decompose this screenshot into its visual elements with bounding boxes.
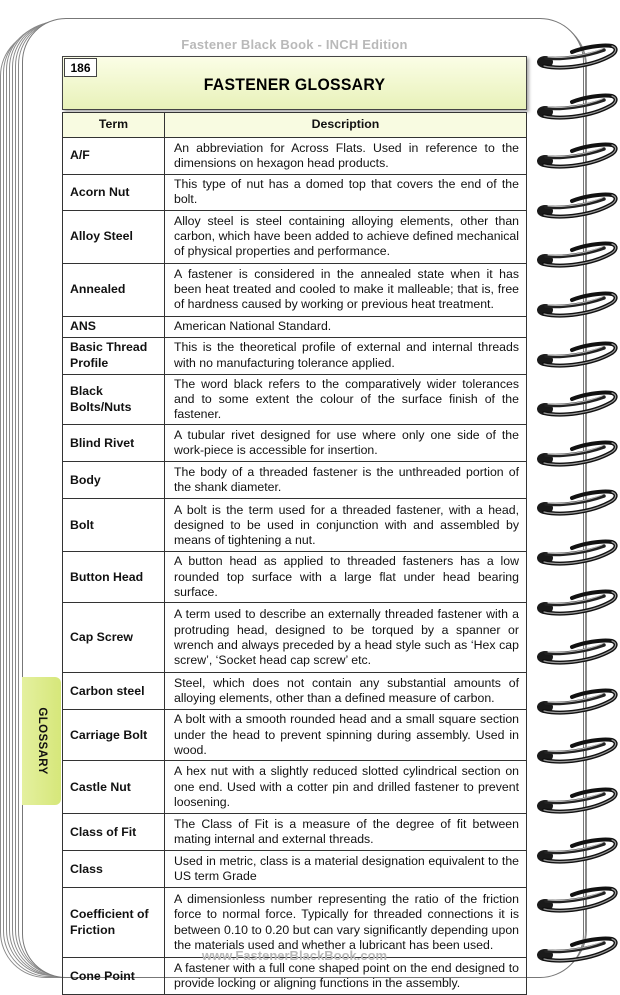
description-cell: This is the theoretical profile of external and internal threads with no manufacturing tolerance applied.: [165, 337, 527, 374]
term-cell: Carbon steel: [63, 673, 165, 710]
term-cell: Body: [63, 462, 165, 499]
description-cell: A bolt is the term used for a threaded fastener, with a head, designed to be used in conjunction with and assembled by means of tightening a nut.: [165, 499, 527, 552]
description-cell: A fastener with a full cone shaped point on the end designed to provide locking or aligning functions in the assembly.: [165, 958, 527, 995]
table-row: [63, 425, 527, 462]
term-cell: Carriage Bolt: [63, 710, 165, 761]
term-cell: Coefficient of Friction: [63, 888, 165, 958]
term-cell: Button Head: [63, 552, 165, 603]
term-cell: ANS: [63, 316, 165, 337]
term-cell: Black Bolts/Nuts: [63, 374, 165, 425]
column-header-description: Description: [165, 113, 527, 138]
table-row: [63, 761, 527, 814]
term-cell: Class: [63, 851, 165, 888]
footer-url: www.FastenerBlackBook.com: [201, 948, 388, 963]
description-cell: The body of a threaded fastener is the unthreaded portion of the shank diameter.: [165, 462, 527, 499]
page-number: 186: [64, 58, 97, 77]
column-header-term: Term: [63, 113, 165, 138]
table-header-row: [63, 113, 527, 138]
table-row: [63, 814, 527, 851]
term-cell: Class of Fit: [63, 814, 165, 851]
table-row: [63, 210, 527, 263]
description-cell: American National Standard.: [165, 316, 527, 337]
table-row: [63, 958, 527, 995]
glossary-banner: [62, 56, 527, 110]
table-row: [63, 175, 527, 211]
spiral-coil: [532, 391, 620, 421]
spiral-coil: [532, 44, 620, 74]
description-cell: A button head as applied to threaded fasteners has a low rounded top surface with a large flat under head bearing surface.: [165, 552, 527, 603]
table-row: [63, 710, 527, 761]
side-tab-label: GLOSSARY: [35, 707, 48, 775]
description-cell: Alloy steel is steel containing alloying elements, other than carbon, which have been added to achieve defined mechanical of physical properties and performance.: [165, 210, 527, 263]
description-cell: This type of nut has a domed top that covers the end of the bolt.: [165, 175, 527, 211]
spiral-coil: [532, 887, 620, 917]
description-cell: A dimensionless number representing the ratio of the friction force to normal force. Typically for threaded connections it is between 0.10 to 0.20 but can vary significantly depending upon the materials used and whether a lubricant has been used.: [165, 888, 527, 958]
spiral-coil: [532, 490, 620, 520]
spiral-coil: [532, 738, 620, 768]
term-cell: Blind Rivet: [63, 425, 165, 462]
table-row: [63, 673, 527, 710]
table-row: [63, 552, 527, 603]
description-cell: Used in metric, class is a material designation equivalent to the US term Grade: [165, 851, 527, 888]
term-cell: Bolt: [63, 499, 165, 552]
table-row: [63, 462, 527, 499]
table-row: [63, 851, 527, 888]
spiral-coil: [532, 788, 620, 818]
description-cell: The word black refers to the comparatively wider tolerances and to some extent the colour of the surface finish of the fastener.: [165, 374, 527, 425]
description-cell: A term used to describe an externally threaded fastener with a protruding head, designed to be torqued by a spanner or wrench and always preceded by a head style such as ‘Hex cap screw’, ‘Socket head cap screw’ etc.: [165, 603, 527, 673]
spiral-coil: [532, 540, 620, 570]
spiral-coil: [532, 639, 620, 669]
spiral-coil: [532, 94, 620, 124]
spiral-coil: [532, 242, 620, 272]
term-cell: Cap Screw: [63, 603, 165, 673]
glossary-table: [62, 112, 527, 995]
term-cell: Alloy Steel: [63, 210, 165, 263]
spiral-coil: [532, 342, 620, 372]
description-cell: Steel, which does not contain any substantial amounts of alloying elements, other than a defined measure of carbon.: [165, 673, 527, 710]
header-edition: Fastener Black Book - INCH Edition: [181, 37, 408, 52]
description-cell: A fastener is considered in the annealed state when it has been heat treated and cooled to make it malleable; that is, free of hardness caused by working or previous heat treatment.: [165, 263, 527, 316]
spiral-coil: [532, 937, 620, 967]
description-cell: A tubular rivet designed for use where only one side of the work-piece is accessible for insertion.: [165, 425, 527, 462]
table-row: [63, 374, 527, 425]
banner-title: FASTENER GLOSSARY: [203, 75, 386, 94]
table-row: [63, 499, 527, 552]
description-cell: A hex nut with a slightly reduced slotted cylindrical section on one end. Used with a cotter pin and drilled fastener to prevent loosening.: [165, 761, 527, 814]
description-cell: A bolt with a smooth rounded head and a small square section under the head to prevent spinning during assembly. Used in wood.: [165, 710, 527, 761]
spiral-coil: [532, 689, 620, 719]
term-cell: Annealed: [63, 263, 165, 316]
table-row: [63, 337, 527, 374]
table-row: [63, 316, 527, 337]
term-cell: Castle Nut: [63, 761, 165, 814]
table-row: [63, 263, 527, 316]
spiral-coil: [532, 441, 620, 471]
spiral-coil: [532, 193, 620, 223]
spiral-coil: [532, 838, 620, 868]
term-cell: Cone Point: [63, 958, 165, 995]
description-cell: The Class of Fit is a measure of the degree of fit between mating internal and external threads.: [165, 814, 527, 851]
term-cell: Basic Thread Profile: [63, 337, 165, 374]
glossary-side-tab[interactable]: [22, 677, 61, 805]
table-row: [63, 138, 527, 175]
term-cell: A/F: [63, 138, 165, 175]
spiral-coil: [532, 143, 620, 173]
spiral-coil: [532, 590, 620, 620]
term-cell: Acorn Nut: [63, 175, 165, 211]
spiral-coil: [532, 292, 620, 322]
table-row: [63, 603, 527, 673]
description-cell: An abbreviation for Across Flats. Used in reference to the dimensions on hexagon head products.: [165, 138, 527, 175]
